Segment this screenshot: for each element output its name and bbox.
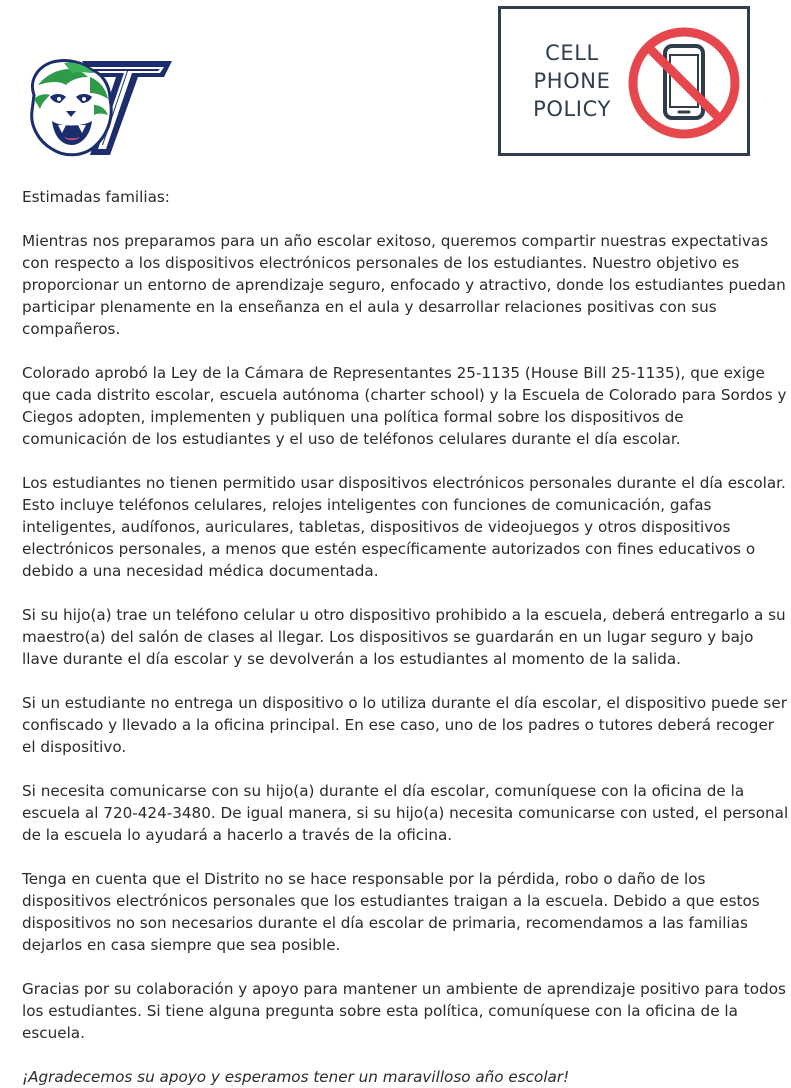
paragraph-device-storage: Si su hijo(a) trae un teléfono celular u otro dispositivo prohibido a la escuela, deberá entregarlo a su maestro(a) del salón de clases al llegar. Los dispositivos se guardarán en un lugar seguro y bajo llave durante el día escolar y se devolverán a los estudiantes al momento de la salida. <box>22 606 786 668</box>
paragraph-district-responsibility: Tenga en cuenta que el Distrito no se hace responsable por la pérdida, robo o daño de los dispositivos electrónicos personales que los estudiantes traigan a la escuela. Debido a que estos dispositivos no son necesarios durante el día escolar de primaria, recomendamos a las familias dejarlos en casa siempre que sea posible. <box>22 870 760 954</box>
letter-body <box>22 186 791 1088</box>
paragraph-house-bill: Colorado aprobó la Ley de la Cámara de Representantes 25-1135 (House Bill 25-1135), que exige que cada distrito escolar, escuela autónoma (charter school) y la Escuela de Colorado para Sordos y Ciegos adopten, implementen y publiquen una política formal sobre los dispositivos de comunicación de los estudiantes y el uso de teléfonos celulares durante el día escolar. <box>22 364 787 448</box>
tiger-mascot-logo-icon <box>24 55 174 160</box>
paragraph-contact-office: Si necesita comunicarse con su hijo(a) durante el día escolar, comuníquese con la oficina de la escuela al 720-424-3480. De igual manera, si su hijo(a) necesita comunicarse con usted, el personal de la escuela lo ayudará a hacerlo a través de la oficina. <box>22 782 789 844</box>
policy-line-1: CELL <box>545 41 599 65</box>
letter-closing: ¡Agradecemos su apoyo y esperamos tener un maravilloso año escolar! <box>22 1068 570 1086</box>
cell-phone-policy-badge <box>498 6 750 156</box>
policy-line-3: POLICY <box>533 97 611 121</box>
no-cell-phone-icon <box>623 22 745 144</box>
paragraph-confiscation: Si un estudiante no entrega un dispositivo o lo utiliza durante el día escolar, el dispositivo puede ser confiscado y llevado a la oficina principal. En ese caso, uno de los padres o tutores deberá recoger el dispositivo. <box>22 694 787 756</box>
policy-line-2: PHONE <box>533 69 611 93</box>
letter-greeting: Estimadas familias: <box>22 188 170 206</box>
paragraph-thanks: Gracias por su colaboración y apoyo para mantener un ambiente de aprendizaje positivo para todos los estudiantes. Si tiene alguna pregunta sobre esta política, comuníquese con la oficina de la escuela. <box>22 980 786 1042</box>
paragraph-objective: Mientras nos preparamos para un año escolar exitoso, queremos compartir nuestras expectativas con respecto a los dispositivos electrónicos personales de los estudiantes. Nuestro objetivo es proporcionar un entorno de aprendizaje seguro, enfocado y atractivo, donde los estudiantes puedan participar plenamente en la enseñanza en el aula y desarrollar relaciones positivas con sus compañeros. <box>22 232 786 338</box>
policy-badge-title <box>517 39 627 123</box>
paragraph-devices-not-allowed: Los estudiantes no tienen permitido usar dispositivos electrónicos personales durante el día escolar. Esto incluye teléfonos celulares, relojes inteligentes con funciones de comunicación, gafas inteligentes, audífonos, auriculares, tabletas, dispositivos de videojuegos y otros dispositivos electrónicos personales, a menos que estén específicamente autorizados con fines educativos o debido a una necesidad médica documentada. <box>22 474 786 580</box>
